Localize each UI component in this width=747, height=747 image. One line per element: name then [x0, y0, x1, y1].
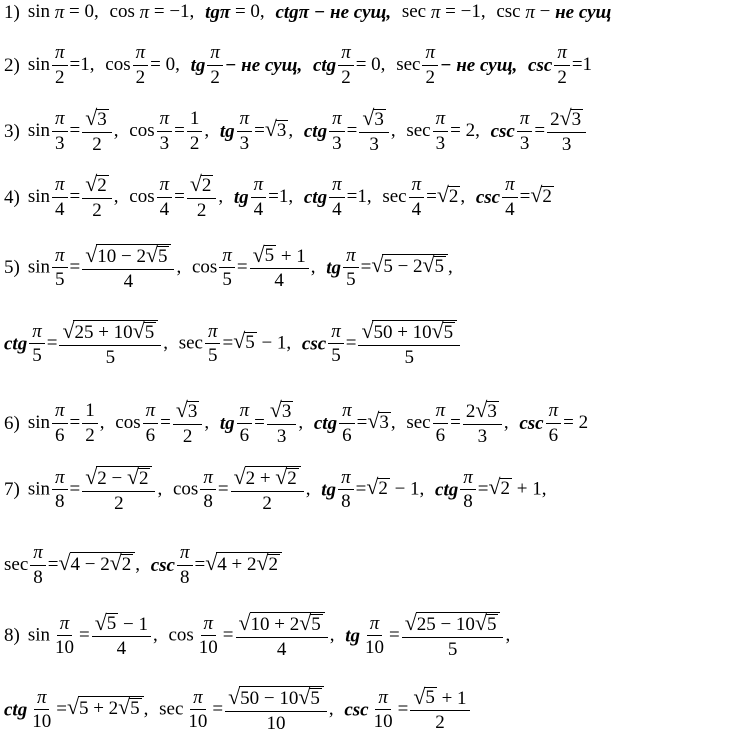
formula-line-5b: ctg $\frac{\pi}{5}$ = √ 25 + 10 √ 5 5 , sec $\frac{\pi}{5}$ = √ 5 − 1, csc $\frac{\pi}{5}$ = √ 50 + 10 √ 5 5	[4, 320, 462, 368]
formula-line-2: 2) sin $\frac{\pi}{2}$ =1, cos $\frac{\pi}{2}$ = 0, tg $\frac{\pi}{2}$ − не сущ, ctg $\frac{\pi}{2}$ = 0, sec $\frac{\pi}{2}$ − не сущ, csc $\frac{\pi}{2}$ =1	[4, 42, 593, 88]
formula-line-7b: sec $\frac{\pi}{8}$ = √ 4 − 2 √ 2 , csc $\frac{\pi}{8}$ = √ 4 + 2 √ 2	[4, 543, 282, 588]
formula-line-5: 5) sin $\frac{\pi}{5}$ = √ 10 − 2 √ 5 4 , cos $\frac{\pi}{5}$ = √ 5 + 1 4 , tg $\frac{\pi}{5}$ = √ 5 − 2 √ 5 ,	[4, 242, 453, 293]
formula-line-7: 7) sin $\frac{\pi}{8}$ = √ 2 − √ 2 2 , cos $\frac{\pi}{8}$ = √ 2 + √ 2 2 , tg $\frac{\pi}{8}$ = √ 2 − 1, ctg $\frac{\pi}{8}$ = √ 2 + 1,	[4, 465, 547, 515]
formula-line-3: 3) sin $\frac{\pi}{3}$ = √ 3 2 , cos $\frac{\pi}{3}$ = $\frac{1}{2}$ , tg $\frac{\pi}{3}$ = √ 3 , ctg $\frac{\pi}{3}$ = √ 3 3 , sec $\frac{\pi}{3}$ = 2, csc $\frac{\pi}{3}$ = 2 √ 3 3	[4, 108, 588, 155]
formula-line-8b: ctg $\frac{\pi}{10}$ = √ 5 + 2 √ 5 , sec $\frac{\pi}{10}$ = √ 50 − 10 √ 5 10 , csc $\frac{\pi}{10}$ = √ 5 + 1 2	[4, 686, 472, 734]
formula-line-6: 6) sin $\frac{\pi}{6}$ = $\frac{1}{2}$ , cos $\frac{\pi}{6}$ = √ 3 2 , tg $\frac{\pi}{6}$ = √ 3 3 , ctg $\frac{\pi}{6}$ = √ 3 , sec $\frac{\pi}{6}$ = 2 √ 3 3 , csc $\frac{\pi}{6}$ = 2	[4, 398, 589, 447]
formula-line-4: 4) sin $\frac{\pi}{4}$ = √ 2 2 , cos $\frac{\pi}{4}$ = √ 2 2 , tg $\frac{\pi}{4}$ =1, ctg $\frac{\pi}{4}$ =1, sec $\frac{\pi}{4}$ = √ 2 , csc $\frac{\pi}{4}$ = √ 2	[4, 172, 552, 221]
formula-line-8: 8) sin $\frac{\pi}{10}$ = √ 5 − 1 4 , cos $\frac{\pi}{10}$ = √ 10 + 2 √ 5 4 , tg $\frac{\pi}{10}$ = √ 25 − 10 √ 5 5 ,	[4, 610, 511, 661]
formula-line-1: 1) sin π = 0, cos π = −1, tgπ = 0, ctgπ − не сущ, sec π = −1, csc π − не сущ	[4, 1, 612, 24]
